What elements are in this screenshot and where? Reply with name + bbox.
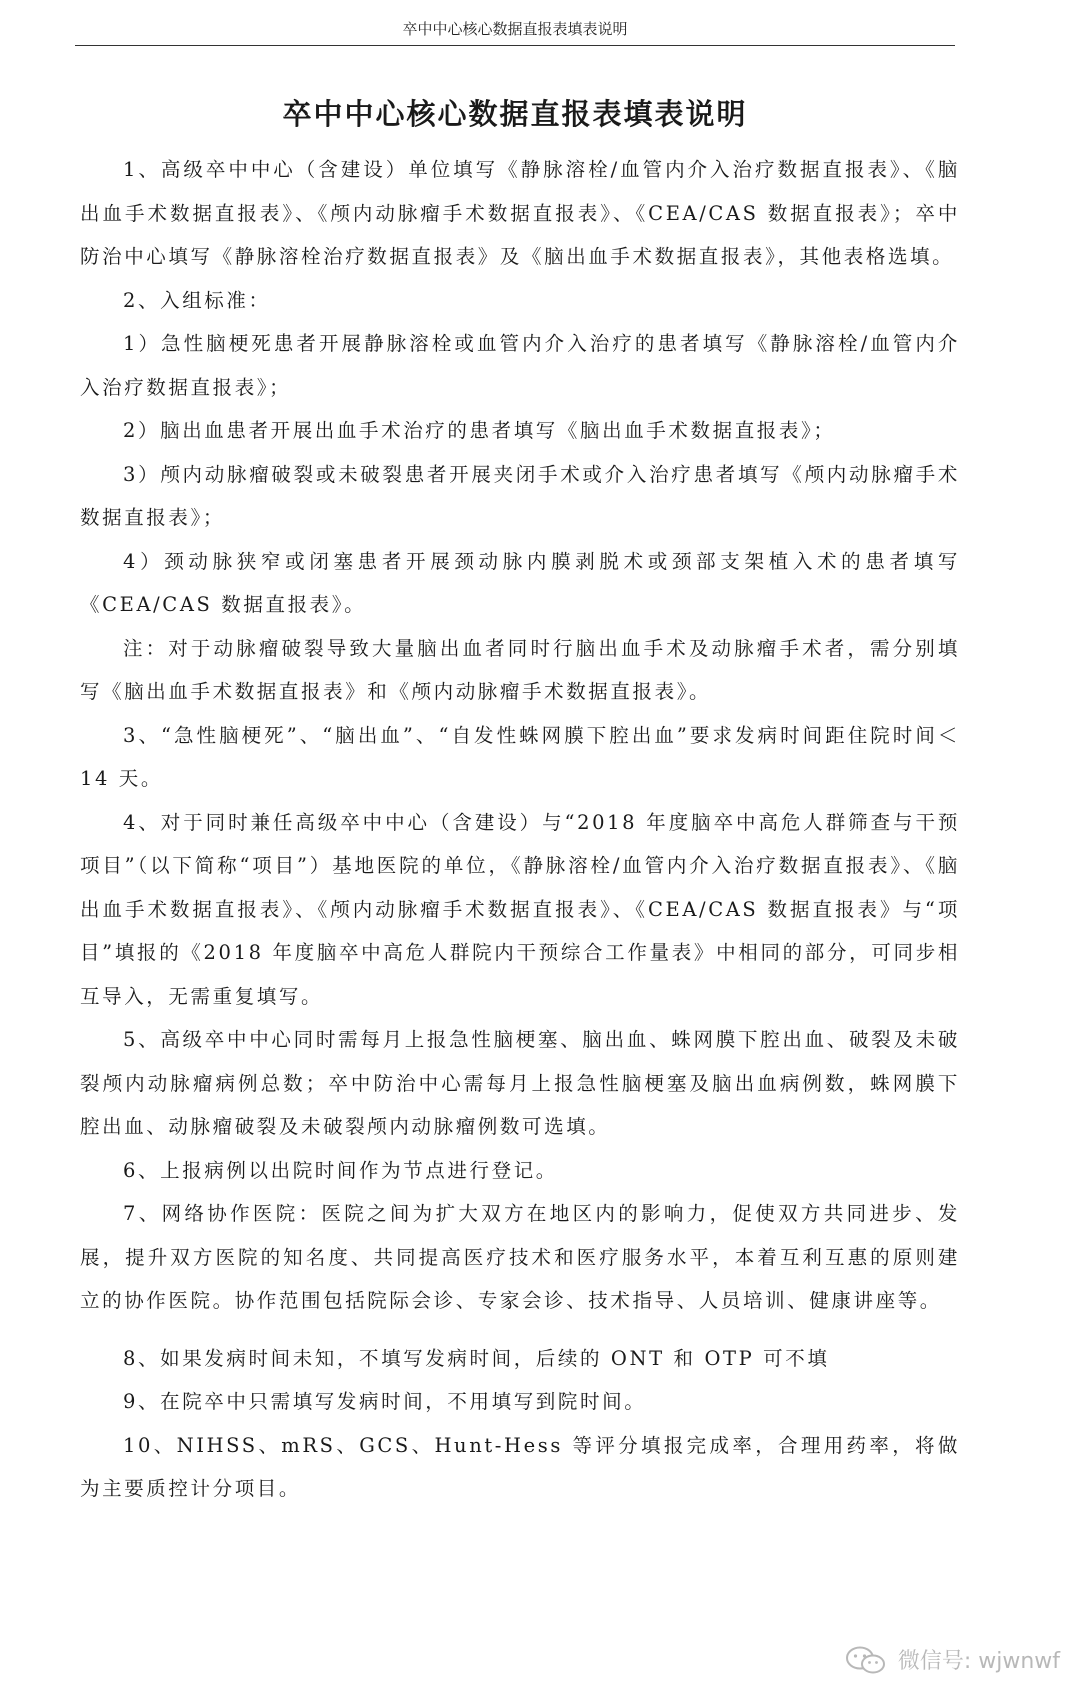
paragraph-2: 2、入组标准： bbox=[123, 288, 271, 312]
paragraph-2-3: 3）颅内动脉瘤破裂或未破裂患者开展夹闭手术或介入治疗患者填写《颅内动脉瘤手术数据直报表》； bbox=[80, 462, 960, 529]
paragraph-1: 1、高级卒中中心（含建设）单位填写《静脉溶栓/血管内介入治疗数据直报表》、《脑出血手术数据直报表》、《颅内动脉瘤手术数据直报表》、《CEA/CAS 数据直报表》；卒中防治中心填写《静脉溶栓治疗数据直报表》及《脑出血手术数据直报表》，其他表格选填。 bbox=[80, 158, 960, 268]
paragraph-2-1: 1）急性脑梗死患者开展静脉溶栓或血管内介入治疗的患者填写《静脉溶栓/血管内介入治疗数据直报表》； bbox=[80, 332, 960, 399]
paragraph-5: 5、高级卒中中心同时需每月上报急性脑梗塞、脑出血、蛛网膜下腔出血、破裂及未破裂颅内动脉瘤病例总数；卒中防治中心需每月上报急性脑梗塞及脑出血病例数，蛛网膜下腔出血、动脉瘤破裂及未破裂颅内动脉瘤例数可选填。 bbox=[80, 1028, 960, 1138]
watermark-text: 微信号: wjwnwf bbox=[897, 1649, 1060, 1674]
paragraph-7: 7、网络协作医院：医院之间为扩大双方在地区内的影响力，促使双方共同进步、发展，提升双方医院的知名度、共同提高医疗技术和医疗服务水平，本着互利互惠的原则建立的协作医院。协作范围包括院际会诊、专家会诊、技术指导、人员培训、健康讲座等。 bbox=[80, 1202, 960, 1312]
document-body bbox=[80, 148, 960, 1511]
paragraph-8: 8、如果发病时间未知，不填写发病时间，后续的 ONT 和 OTP 可不填 bbox=[123, 1346, 830, 1370]
paragraph-2-4: 4）颈动脉狭窄或闭塞患者开展颈动脉内膜剥脱术或颈部支架植入术的患者填写《CEA/CAS 数据直报表》。 bbox=[80, 549, 960, 616]
paragraph-3: 3、“急性脑梗死”、“脑出血”、“自发性蛛网膜下腔出血”要求发病时间距住院时间＜14 天。 bbox=[80, 723, 960, 790]
paragraph-note: 注：对于动脉瘤破裂导致大量脑出血者同时行脑出血手术及动脉瘤手术者，需分别填写《脑出血手术数据直报表》和《颅内动脉瘤手术数据直报表》。 bbox=[80, 636, 960, 703]
paragraph-6: 6、上报病例以出院时间作为节点进行登记。 bbox=[123, 1158, 558, 1182]
wechat-icon bbox=[844, 1645, 888, 1675]
running-header: 卒中中心核心数据直报表填表说明 bbox=[402, 20, 628, 38]
header-divider bbox=[75, 45, 955, 46]
document-title: 卒中中心核心数据直报表填表说明 bbox=[282, 97, 748, 131]
paragraph-2-2: 2）脑出血患者开展出血手术治疗的患者填写《脑出血手术数据直报表》； bbox=[123, 419, 836, 442]
wechat-watermark bbox=[844, 1644, 1060, 1675]
paragraph-10: 10、NIHSS、mRS、GCS、Hunt-Hess 等评分填报完成率，合理用药率，将做为主要质控计分项目。 bbox=[80, 1433, 960, 1500]
paragraph-9: 9、在院卒中只需填写发病时间，不用填写到院时间。 bbox=[123, 1390, 647, 1413]
paragraph-4: 4、对于同时兼任高级卒中中心（含建设）与“2018 年度脑卒中高危人群筛查与干预项目”（以下简称“项目”）基地医院的单位，《静脉溶栓/血管内介入治疗数据直报表》、《脑出血手术数据直报表》、《颅内动脉瘤手术数据直报表》、《CEA/CAS 数据直报表》与“项目”填报的《2018 年度脑卒中高危人群院内干预综合工作量表》中相同的部分，可同步相互导入，无需重复填写。 bbox=[80, 810, 960, 1008]
